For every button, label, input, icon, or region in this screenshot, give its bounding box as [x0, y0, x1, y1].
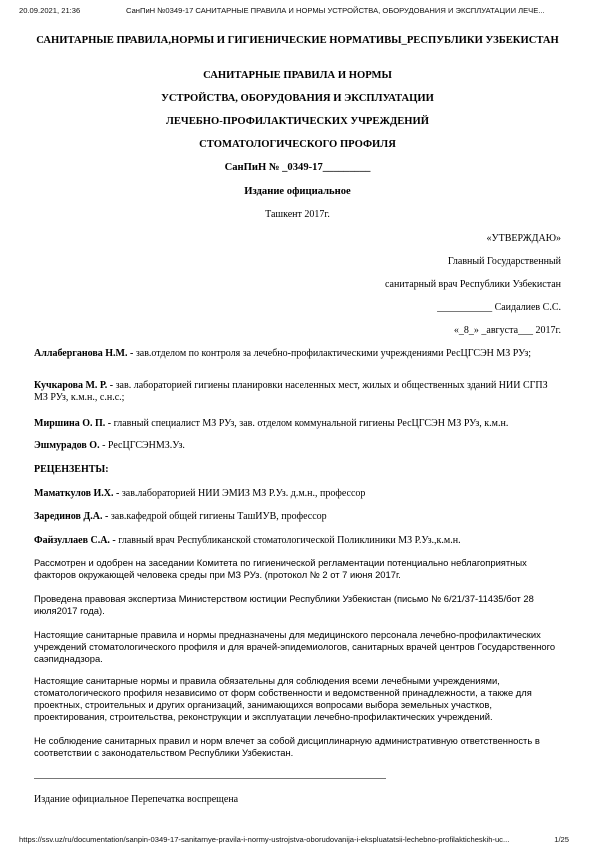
edition-label: Издание официальное — [244, 186, 351, 197]
source-url[interactable]: https://ssv.uz/ru/documentation/sanpin-0349-17-sanitarnye-pravila-i-normy-ustrojstva-oborudovanija-i-ekspluatatsii-lechebno-profilakticheskih-uc... — [19, 835, 510, 844]
scope-paragraph: Настоящие санитарные нормы и правила обязательны для соблюдения всеми лечебными учреждениями, стоматологического профиля независимо от форм собственности и ведомственной принадлежности, а также для проектных, строительных и других организаций, занимающихся вопросами выбора земельных участков, проектирования, строительства, реконструкции и эксплуатации лечебно-профилактических учреждений. — [34, 675, 532, 722]
author-description: главный специалист МЗ РУз, зав. отделом коммунальной гигиены РесЦГСЭН МЗ РУз, к.м.н. — [111, 418, 509, 429]
approver-signature: ___________ Саидалиев С.С. — [437, 302, 561, 313]
reviewer-entry — [34, 488, 561, 500]
print-title: СанПиН №0349-17 САНИТАРНЫЕ ПРАВИЛА И НОРМЫ УСТРОЙСТВА, ОБОРУДОВАНИЯ И ЭКСПЛУАТАЦИИ ЛЕЧЕ... — [126, 6, 545, 15]
heading-line-3: ЛЕЧЕБНО-ПРОФИЛАКТИЧЕСКИХ УЧРЕЖДЕНИЙ — [165, 116, 430, 127]
reviewer-description: главный врач Республиканской стоматологической Поликлиники МЗ Р.Уз.,к.м.н. — [115, 535, 461, 546]
heading-line-4: СТОМАТОЛОГИЧЕСКОГО ПРОФИЛЯ — [199, 139, 396, 150]
author-description: зав. лабораторией гигиены планировки населенных мест, жилых и общественных зданий НИИ СГПЗ МЗ РУз, к.м.н., с.н.с.; — [34, 380, 548, 404]
approver-position-1: Главный Государственный — [447, 256, 561, 267]
author-name: Кучкарова М. Р. - — [34, 380, 114, 391]
author-entry — [34, 418, 561, 430]
approval-date: «_8_» _августа___ 2017г. — [453, 325, 561, 336]
city-year: Ташкент 2017г. — [265, 209, 330, 220]
sanpin-number: СанПиН № _0349-17_________ — [224, 162, 371, 173]
purpose-paragraph: Настоящие санитарные правила и нормы предназначены для медицинского персонала лечебно-профилактических учреждений стоматологического профиля и для врачей-эпидемиологов, санитарных врачей центров Государственного саэпиднадзора. — [34, 629, 556, 664]
heading-line-1: САНИТАРНЫЕ ПРАВИЛА И НОРМЫ — [203, 70, 392, 81]
liability-paragraph: Не соблюдение санитарных правил и норм влечет за собой дисциплинарную административную ответственность в соответствии с законодательством Республики Узбекистан. — [34, 735, 540, 758]
reviewer-name: Файзуллаев С.А. - — [34, 535, 116, 546]
reviewer-entry — [34, 535, 561, 547]
reviewer-description: зав.лабораторией НИИ ЭМИЗ МЗ Р.Уз. д.м.н., профессор — [119, 488, 366, 499]
footnote-divider — [34, 778, 386, 779]
author-entry — [34, 348, 561, 360]
author-description: зав.отделом по контроля за лечебно-профилактическими учреждениями РесЦГСЭН МЗ РУз; — [133, 348, 532, 359]
reviewer-description: зав.кафедрой общей гигиены ТашИУВ, профессор — [108, 511, 327, 522]
footnote: Издание официальное Перепечатка воспрещена — [34, 794, 239, 805]
reviewers-title: РЕЦЕНЗЕНТЫ: — [34, 464, 109, 475]
author-name: Эшмурадов О. — [34, 440, 100, 451]
author-name: Аллаберганова Н.М. - — [34, 348, 134, 359]
heading-line-2: УСТРОЙСТВА, ОБОРУДОВАНИЯ И ЭКСПЛУАТАЦИИ — [161, 93, 434, 104]
author-name: Миршина О. П. - — [34, 418, 112, 429]
author-entry — [34, 380, 561, 404]
page-number: 1/25 — [554, 835, 569, 844]
document-main-heading: САНИТАРНЫЕ ПРАВИЛА,НОРМЫ И ГИГИЕНИЧЕСКИЕ НОРМАТИВЫ_РЕСПУБЛИКИ УЗБЕКИСТАН — [36, 35, 559, 46]
reviewer-name: Маматкулов И.Х. - — [34, 488, 120, 499]
legal-review-paragraph: Проведена правовая экспертиза Министерством юстиции Республики Узбекистан (письмо № 6/21/37-11435/бот 28 июля2017 года). — [34, 593, 534, 616]
reviewer-name: Зарединов Д.А. - — [34, 511, 109, 522]
approval-committee-paragraph: Рассмотрен и одобрен на заседании Комитета по гигиенической регламентации потенциально неблагоприятных факторов окружающей человека среды при МЗ РУз. (протокол № 2 от 7 июня 2017г. — [34, 557, 527, 580]
author-entry — [34, 440, 561, 452]
approver-position-2: санитарный врач Республики Узбекистан — [385, 279, 561, 290]
approve-label: «УТВЕРЖДАЮ» — [486, 233, 561, 244]
author-description: - РесЦГСЭНМЗ.Уз. — [99, 440, 185, 451]
print-datetime: 20.09.2021, 21:36 — [19, 6, 81, 15]
reviewer-entry — [34, 511, 561, 523]
